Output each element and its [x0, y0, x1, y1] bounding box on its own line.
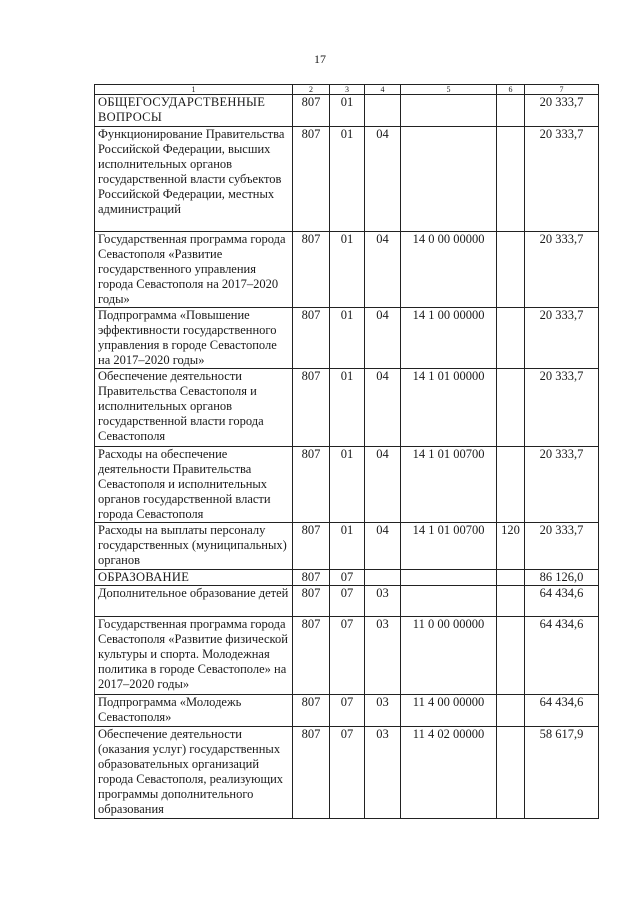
- row-rz: 01: [330, 447, 365, 523]
- row-csr: 11 4 02 00000: [401, 727, 497, 819]
- row-rz: 07: [330, 570, 365, 586]
- row-name: ОБЩЕГОСУДАРСТВЕННЫЕ ВОПРОСЫ: [95, 95, 293, 127]
- budget-table: [94, 84, 599, 819]
- row-ved: 807: [293, 232, 330, 308]
- row-vr: [497, 727, 525, 819]
- row-vr: [497, 369, 525, 447]
- row-csr: 14 1 01 00700: [401, 447, 497, 523]
- row-csr: 11 4 00 00000: [401, 695, 497, 727]
- table-header-row: [95, 85, 599, 95]
- row-csr: 14 1 00 00000: [401, 308, 497, 369]
- header-col-1: 1: [95, 85, 293, 95]
- header-col-5: 5: [401, 85, 497, 95]
- row-rz: 01: [330, 308, 365, 369]
- row-ved: 807: [293, 570, 330, 586]
- row-vr: [497, 232, 525, 308]
- row-vr: [497, 586, 525, 617]
- table-row: [95, 570, 599, 586]
- table-row: [95, 695, 599, 727]
- row-vr: [497, 447, 525, 523]
- row-name: ОБРАЗОВАНИЕ: [95, 570, 293, 586]
- row-ved: 807: [293, 447, 330, 523]
- row-ved: 807: [293, 586, 330, 617]
- row-csr: 11 0 00 00000: [401, 617, 497, 695]
- row-rz: 01: [330, 95, 365, 127]
- row-name: Подпрограмма «Повышение эффективности государственного управления в городе Севастополе на 2017–2020 годы»: [95, 308, 293, 369]
- row-rz: 07: [330, 586, 365, 617]
- row-name: Государственная программа города Севастополя «Развитие государственного управления города Севастополя на 2017–2020 годы»: [95, 232, 293, 308]
- row-sum: 20 333,7: [525, 232, 599, 308]
- table-row: [95, 586, 599, 617]
- row-sum: 58 617,9: [525, 727, 599, 819]
- page-number: 17: [314, 52, 326, 66]
- row-pr: 04: [365, 308, 401, 369]
- row-name: Государственная программа города Севастополя «Развитие физической культуры и спорта. Молодежная политика в городе Севастополе» на 2017–2020 годы»: [95, 617, 293, 695]
- row-name: Обеспечение деятельности (оказания услуг) государственных образовательных организаций города Севастополя, реализующих программы дополнительного образования: [95, 727, 293, 819]
- table-row: [95, 617, 599, 695]
- row-pr: 03: [365, 617, 401, 695]
- row-sum: 64 434,6: [525, 695, 599, 727]
- row-sum: 64 434,6: [525, 586, 599, 617]
- row-ved: 807: [293, 308, 330, 369]
- header-col-3: 3: [330, 85, 365, 95]
- row-pr: 03: [365, 727, 401, 819]
- row-sum: 20 333,7: [525, 369, 599, 447]
- row-pr: [365, 570, 401, 586]
- row-csr: [401, 586, 497, 617]
- table-row: [95, 95, 599, 127]
- row-csr: [401, 127, 497, 232]
- row-name: Обеспечение деятельности Правительства Севастополя и исполнительных органов государственной власти города Севастополя: [95, 369, 293, 447]
- row-ved: 807: [293, 727, 330, 819]
- row-sum: 20 333,7: [525, 447, 599, 523]
- row-vr: [497, 95, 525, 127]
- row-name: Функционирование Правительства Российской Федерации, высших исполнительных органов государственной власти субъектов Российской Федерации, местных администраций: [95, 127, 293, 232]
- row-ved: 807: [293, 617, 330, 695]
- row-name: Расходы на обеспечение деятельности Правительства Севастополя и исполнительных органов государственной власти города Севастополя: [95, 447, 293, 523]
- table-row: [95, 523, 599, 570]
- row-vr: [497, 127, 525, 232]
- row-csr: [401, 570, 497, 586]
- row-rz: 01: [330, 127, 365, 232]
- row-vr: 120: [497, 523, 525, 570]
- row-sum: 86 126,0: [525, 570, 599, 586]
- row-csr: 14 1 01 00700: [401, 523, 497, 570]
- table-row: [95, 308, 599, 369]
- table-row: [95, 369, 599, 447]
- row-ved: 807: [293, 95, 330, 127]
- row-pr: 04: [365, 369, 401, 447]
- row-sum: 20 333,7: [525, 523, 599, 570]
- row-rz: 01: [330, 369, 365, 447]
- row-vr: [497, 617, 525, 695]
- row-rz: 01: [330, 523, 365, 570]
- row-rz: 07: [330, 727, 365, 819]
- row-vr: [497, 570, 525, 586]
- header-col-2: 2: [293, 85, 330, 95]
- row-pr: 04: [365, 127, 401, 232]
- row-csr: 14 1 01 00000: [401, 369, 497, 447]
- table-row: [95, 127, 599, 232]
- row-vr: [497, 695, 525, 727]
- table-row: [95, 727, 599, 819]
- row-pr: 03: [365, 695, 401, 727]
- row-sum: 64 434,6: [525, 617, 599, 695]
- row-csr: 14 0 00 00000: [401, 232, 497, 308]
- header-col-4: 4: [365, 85, 401, 95]
- row-rz: 01: [330, 232, 365, 308]
- row-ved: 807: [293, 695, 330, 727]
- row-pr: [365, 95, 401, 127]
- row-rz: 07: [330, 617, 365, 695]
- row-name: Расходы на выплаты персоналу государственных (муниципальных) органов: [95, 523, 293, 570]
- row-sum: 20 333,7: [525, 308, 599, 369]
- row-rz: 07: [330, 695, 365, 727]
- row-ved: 807: [293, 369, 330, 447]
- row-pr: 04: [365, 232, 401, 308]
- table-row: [95, 232, 599, 308]
- row-ved: 807: [293, 523, 330, 570]
- row-ved: 807: [293, 127, 330, 232]
- row-sum: 20 333,7: [525, 127, 599, 232]
- row-name: Дополнительное образование детей: [95, 586, 293, 617]
- table-row: [95, 447, 599, 523]
- row-sum: 20 333,7: [525, 95, 599, 127]
- row-pr: 04: [365, 447, 401, 523]
- header-col-7: 7: [525, 85, 599, 95]
- row-vr: [497, 308, 525, 369]
- row-csr: [401, 95, 497, 127]
- row-pr: 03: [365, 586, 401, 617]
- row-pr: 04: [365, 523, 401, 570]
- row-name: Подпрограмма «Молодежь Севастополя»: [95, 695, 293, 727]
- header-col-6: 6: [497, 85, 525, 95]
